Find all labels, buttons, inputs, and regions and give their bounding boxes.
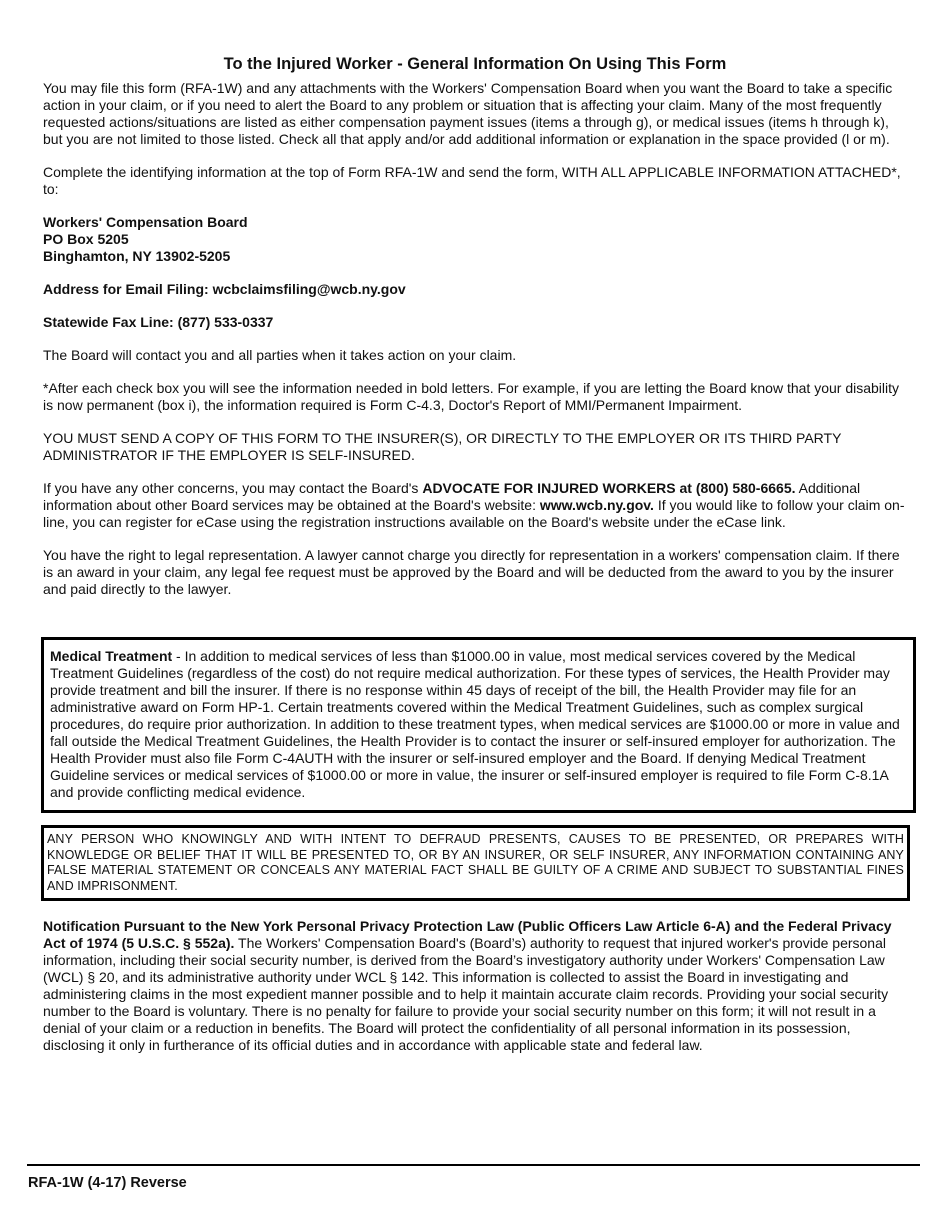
- intro-paragraph: You may file this form (RFA-1W) and any attachments with the Workers' Compensation Board when you want the Board to take a specific action in your claim, or if you need to alert the Board to any problem or situation that is affecting your claim. Many of the most frequently requested actions/situations are listed as either compensation payment issues (items a through g), or medical issues (items h through k), but you are not limited to those listed. Check all that apply and/or add additional information or explanation in the space provided (l or m).: [43, 80, 893, 147]
- address-line-3: Binghamton, NY 13902-5205: [43, 248, 231, 264]
- page-title: To the Injured Worker - General Information On Using This Form: [223, 55, 727, 73]
- fraud-warning-box: ANY PERSON WHO KNOWINGLY AND WITH INTENT TO DEFRAUD PRESENTS, CAUSES TO BE PRESENTED, OR PREPARES WITH KNOWLEDGE OR BELIEF THAT IT WILL BE PRESENTED TO, OR BY AN INSURER, OR SELF INSURER, ANY INFORMATION CONTAINING ANY FALSE MATERIAL STATEMENT OR CONCEALS ANY MATERIAL FACT SHALL BE GUILTY OF A CRIME AND SUBJECT TO SUBSTANTIAL FINES AND IMPRISONMENT.: [41, 825, 910, 901]
- general-info-section: [43, 52, 907, 614]
- address-line-1: Workers' Compensation Board: [43, 214, 248, 230]
- fax-line: Statewide Fax Line: (877) 533-0337: [43, 314, 274, 330]
- medical-treatment-body: - In addition to medical services of less than $1000.00 in value, most medical services covered by the Medical Treatment Guidelines (regardless of the cost) do not require medical authorization. For these types of services, the Health Provider may provide treatment and bill the insurer. If there is no response within 45 days of receipt of the bill, the Health Provider may file for an administrative award on Form HP-1. Certain treatments covered within the Medical Treatment Guidelines, such as complex surgical procedures, do require prior authorization. In addition to these treatment types, when medical services are $1000.00 or more in value and fall outside the Medical Treatment Guidelines, the Health Provider is to contact the insurer or self-insured employer for authorization. The Health Provider must also file Form C-4AUTH with the insurer or self-insured employer and the Board. If denying Medical Treatment Guideline services or medical services of $1000.00 or more in value, the insurer or self-insured employer is required to file Form C-8.1A and provide conflicting medical evidence.: [50, 648, 900, 800]
- website-link[interactable]: www.wcb.ny.gov.: [539, 497, 654, 513]
- check-box-note-paragraph: *After each check box you will see the information needed in bold letters. For example, if you are letting the Board know that your disability is now permanent (box i), the information required is Form C-4.3, Doctor's Report of MMI/Permanent Impairment.: [43, 380, 900, 413]
- copy-notice-paragraph: YOU MUST SEND A COPY OF THIS FORM TO THE INSURER(S), OR DIRECTLY TO THE EMPLOYER OR ITS THIRD PARTY ADMINISTRATOR IF THE EMPLOYER IS SELF-INSURED.: [43, 430, 842, 463]
- mailing-address: [43, 214, 907, 265]
- concerns-paragraph: [43, 480, 907, 531]
- concerns-text-3: If you would like to follow your claim on-line, you can register for eCase using the registration instructions available on the Board's website under the eCase link.: [43, 497, 905, 530]
- concerns-text-2: Additional information about other Board services may be obtained at the Board's website:: [43, 480, 861, 513]
- medical-treatment-box: [41, 637, 916, 813]
- privacy-notification: [43, 918, 907, 1054]
- email-filing-address: Address for Email Filing: wcbclaimsfiling@wcb.ny.gov: [43, 281, 406, 297]
- form-footer-label: RFA-1W (4-17) Reverse: [28, 1175, 187, 1191]
- concerns-text-1: If you have any other concerns, you may contact the Board's: [43, 480, 423, 496]
- medical-treatment-title: Medical Treatment: [50, 648, 173, 664]
- advocate-phone: ADVOCATE FOR INJURED WORKERS at (800) 580-6665.: [422, 480, 796, 496]
- address-line-2: PO Box 5205: [43, 231, 129, 247]
- board-contact-paragraph: The Board will contact you and all parties when it takes action on your claim.: [43, 347, 517, 363]
- legal-representation-paragraph: You have the right to legal representation. A lawyer cannot charge you directly for representation in a workers' compensation claim. If there is an award in your claim, any legal fee request must be approved by the Board and will be deducted from the award to you by the insurer and paid directly to the lawyer.: [43, 547, 900, 597]
- privacy-title: Notification Pursuant to the New York Personal Privacy Protection Law (Public Officers Law Article 6-A) and the Federal Privacy Act of 1974 (5 U.S.C. § 552a).: [43, 918, 892, 951]
- complete-instructions-paragraph: Complete the identifying information at the top of Form RFA-1W and send the form, WITH ALL APPLICABLE INFORMATION ATTACHED*, to:: [43, 164, 901, 197]
- footer-divider: [27, 1164, 920, 1166]
- privacy-body: The Workers' Compensation Board's (Board’s) authority to request that injured worker's provide personal information, including their social security number, is derived from the Board’s investigatory authority under Workers' Compensation Law (WCL) § 20, and its administrative authority under WCL § 142. This information is collected to assist the Board in investigating and administering claims in the most expedient manner possible and to help it maintain accurate claim records. Providing your social security number to the Board is voluntary. There is no penalty for failure to provide your social security number on this form; it will not result in a denial of your claim or a reduction in benefits. The Board will protect the confidentiality of all personal information in its possession, disclosing it only in furtherance of its official duties and in accordance with applicable state and federal law.: [43, 935, 889, 1053]
